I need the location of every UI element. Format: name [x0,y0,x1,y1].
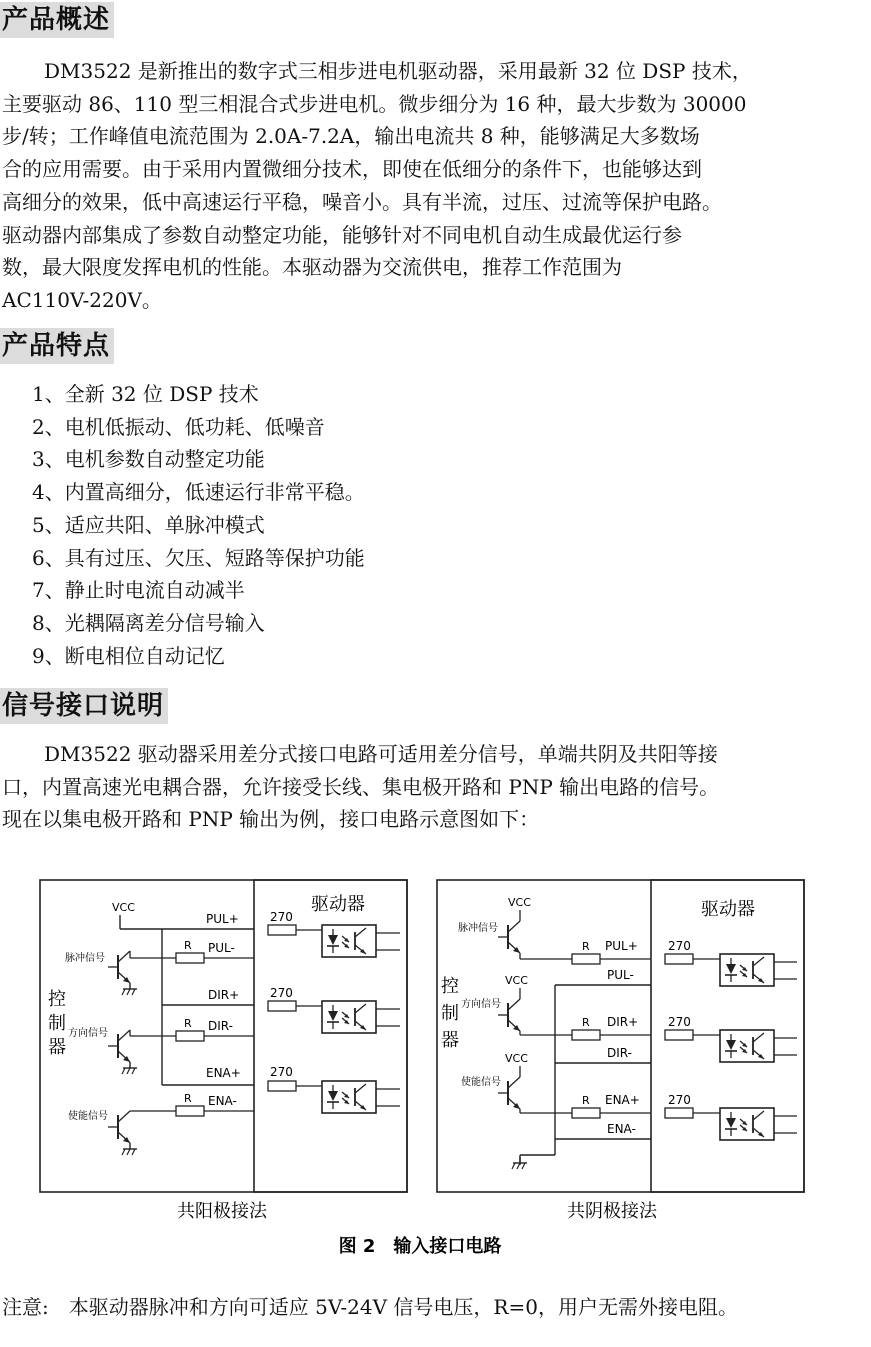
feature-item: 7、静止时电流自动减半 [32,578,245,603]
pin-label: DIR+ [208,988,240,1002]
section-heading-overview: 产品概述 [0,2,114,38]
vcc-label: VCC [112,901,135,914]
pin-label: ENA- [607,1122,636,1136]
section-heading-features: 产品特点 [0,328,114,364]
res-value-label: 270 [668,1093,691,1107]
resistor-label: R [582,1094,590,1107]
feature-item: 1、全新 32 位 DSP 技术 [32,382,259,406]
common-cathode-circuit [437,880,804,1222]
pin-label: ENA+ [605,1093,640,1107]
pin-label: PUL- [607,968,634,982]
signal-label: 使能信号 [68,1111,108,1122]
overview-paragraph [2,55,868,317]
signal-label: 方向信号 [461,999,501,1010]
controller-char: 制 [48,1013,66,1034]
controller-char: 制 [441,1003,459,1024]
controller-char: 器 [441,1030,459,1051]
pin-label: DIR- [208,1019,233,1033]
overview-line: 合的应用需要。由于采用内置微细分技术，即使在低细分的条件下，也能够达到 [2,157,702,182]
res-value-label: 270 [668,1015,691,1029]
pin-label: PUL+ [206,912,239,926]
res-value-label: 270 [270,910,293,924]
res-value-label: 270 [270,986,293,1000]
section-heading-interface: 信号接口说明 [0,688,168,724]
controller-char: 器 [48,1037,66,1058]
controller-char: 控 [441,976,459,997]
interface-line: 现在以集电极开路和 PNP 输出为例，接口电路示意图如下： [2,807,540,832]
resistor-label: R [184,939,192,952]
pin-label: PUL+ [605,939,638,953]
feature-item: 2、电机低振动、低功耗、低噪音 [32,414,325,439]
overview-line: 步/转；工作峰值电流范围为 2.0A-7.2A，输出电流共 8 种，能够满足大多数场 [2,124,700,149]
pin-label: DIR- [607,1046,632,1060]
vcc-label: VCC [505,974,528,987]
res-value-label: 270 [668,939,691,953]
interface-line: 口，内置高速光电耦合器，允许接受长线、集电极开路和 PNP 输出电路的信号。 [2,774,720,799]
pin-label: DIR+ [607,1015,639,1029]
res-value-label: 270 [270,1065,293,1079]
vcc-label: VCC [508,896,531,909]
overview-line: 数，最大限度发挥电机的性能。本驱动器为交流供电，推荐工作范围为 [2,255,622,280]
note-text: 注意: 本驱动器脉冲和方向可适应 5V-24V 信号电压，R=0，用户无需外接电阻。 [2,1295,738,1319]
pin-label: ENA- [208,1094,237,1108]
interface-paragraph [2,738,868,836]
figure-caption: 图 2 输入接口电路 [338,1236,502,1257]
resistor-label: R [582,940,590,953]
resistor-label: R [184,1092,192,1105]
pin-label: ENA+ [206,1066,241,1080]
feature-item: 5、适应共阳、单脉冲模式 [32,512,265,537]
resistor-label: R [184,1017,192,1030]
resistor-label: R [582,1016,590,1029]
overview-line: DM3522 是新推出的数字式三相步进电机驱动器，采用最新 32 位 DSP 技术， [44,59,752,83]
interface-line: DM3522 驱动器采用差分式接口电路可适用差分信号，单端共阴及共阳等接 [44,742,718,766]
overview-line: 高细分的效果，低中高速运行平稳，噪音小。具有半流，过压、过流等保护电路。 [2,189,722,214]
driver-label: 驱动器 [701,899,755,920]
overview-line: 主要驱动 86、110 型三相混合式步进电机。微步细分为 16 种，最大步数为 30000 [2,91,747,116]
signal-label: 方向信号 [68,1028,108,1039]
pin-label: PUL- [208,941,235,955]
controller-char: 控 [48,989,66,1010]
circuit-title: 共阴极接法 [567,1201,657,1222]
common-anode-circuit [40,880,407,1222]
signal-label: 使能信号 [461,1077,501,1088]
overview-line: AC110V-220V。 [2,287,162,312]
feature-item: 9、断电相位自动记忆 [32,643,225,668]
driver-label: 驱动器 [311,894,365,915]
signal-label: 脉冲信号 [65,953,105,964]
feature-list [32,378,365,672]
vcc-label: VCC [505,1052,528,1065]
overview-line: 驱动器内部集成了参数自动整定功能，能够针对不同电机自动生成最优运行参 [2,222,682,247]
feature-item: 6、具有过压、欠压、短路等保护功能 [32,545,365,570]
input-interface-diagram [0,855,871,1275]
circuit-title: 共阳极接法 [177,1201,267,1222]
feature-item: 8、光耦隔离差分信号输入 [32,610,265,635]
feature-item: 3、电机参数自动整定功能 [32,447,265,472]
signal-label: 脉冲信号 [458,923,498,934]
feature-item: 4、内置高细分，低速运行非常平稳。 [32,480,365,505]
